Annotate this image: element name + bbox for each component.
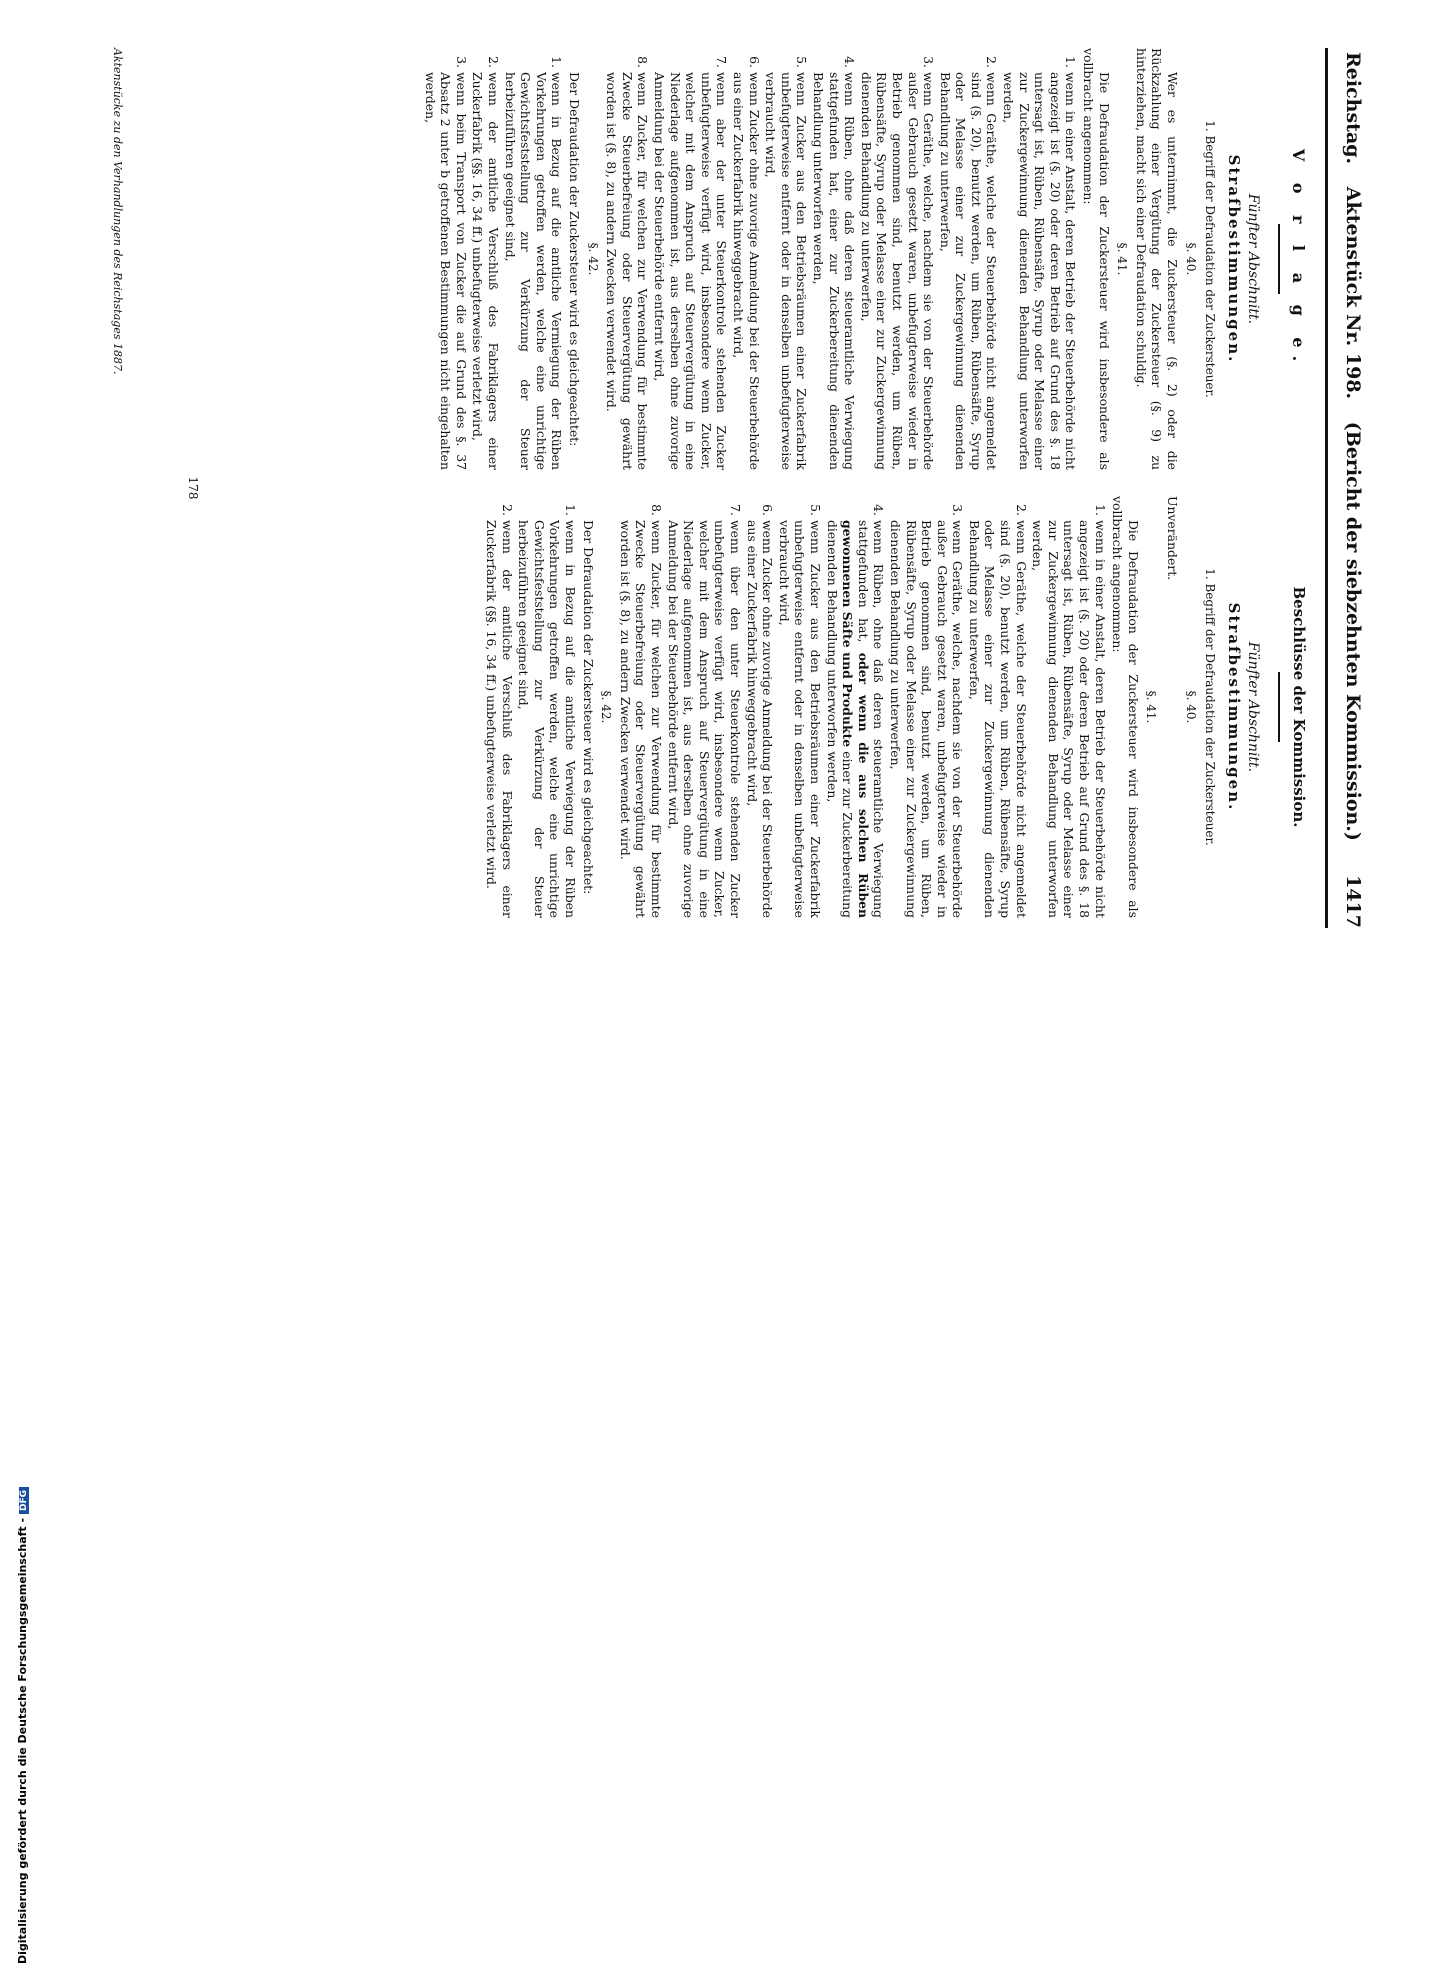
item-number: 1.	[1092, 504, 1108, 516]
list-item	[776, 496, 823, 918]
right-column-beschluesse	[480, 496, 1313, 918]
subsection-heading: 1. Begriff der Defraudation der Zuckersteuer.	[1203, 120, 1218, 398]
list-item	[604, 48, 651, 470]
item-text: wenn Zucker aus den Betriebsräumen einer Zuckerfabrik unbefugterweise entfernt oder in denselben unbefugterweise verbraucht wird,	[776, 520, 823, 918]
paragraph-41-items	[604, 48, 1079, 470]
paragraph-41-heading: §. 41.	[1115, 242, 1130, 276]
right-column-title: Beschlüsse der Kommission.	[1290, 586, 1308, 828]
item-text: wenn Zucker ohne zuvorige Anmeldung bei der Steuerbehörde aus einer Zuckerfabrik hinweggebracht wird,	[744, 520, 776, 918]
credit-text: Digitalisierung gefördert durch die Deutsche Forschungsgemeinschaft -	[16, 1517, 29, 1964]
paragraph-40-unchanged: Unverändert.	[1165, 496, 1181, 581]
item-number: 6.	[746, 56, 762, 68]
item-number: 6.	[760, 504, 776, 516]
section-title: Fünfter Abschnitt.	[1245, 193, 1262, 325]
item-text: wenn Rüben, ohne daß deren steueramtliche Verwiegung stattgefunden hat, einer zur Zuckerbereitung dienenden Behandlung unterworfen werden,	[810, 72, 858, 470]
paragraph-42-intro: Der Defraudation der Zuckersteuer wird es gleichgeachtet:	[580, 520, 596, 895]
item-number: 4.	[842, 56, 858, 68]
section-subtitle: Strafbestimmungen.	[1224, 602, 1243, 812]
list-item	[858, 48, 936, 470]
item-number: 5.	[807, 504, 823, 516]
footer-note: Aktenstücke zu den Verhandlungen des Reichstages 1887.	[111, 48, 124, 375]
list-item	[966, 496, 1028, 918]
item-number: 1.	[563, 504, 579, 516]
list-item	[937, 48, 999, 470]
item-text: wenn aber der unter Steuerkontrole stehenden Zucker unbefugterweise verfügt wird, insbesondere wenn Zucker, welcher mit dem Anspruch auf Steuervergütung in eine Niederlage aufgenommen ist, aus derselben ohne zuvorige Anmeldung bei der Steuerbehörde entfernt wird,	[652, 72, 730, 470]
item-text: wenn beim Transport von Zucker die auf Grund des §. 37 Absatz 2 unter b getroffenen Bestimmungen nicht eingehalten werden,	[422, 72, 469, 470]
paragraph-42-heading: §. 42.	[585, 242, 600, 276]
section-title: Fünfter Abschnitt.	[1245, 641, 1262, 773]
paragraph-40-heading: §. 40.	[1183, 690, 1198, 724]
item-text: wenn in einer Anstalt, deren Betrieb der Steuerbehörde nicht angezeigt ist (§. 20) oder deren Betrieb auf Grund des §. 18 untersagt ist, Rüben, Rübensäfte, Syrup oder Melasse einer zur Zuckergewinnung dienenden Behandlung unterworfen werden,	[1030, 520, 1108, 918]
running-header	[1325, 48, 1368, 928]
title-rule	[1278, 224, 1280, 294]
item-text: wenn der amtliche Verschluß des Fabriklagers einer Zuckerfabrik (§§. 16, 34 ff.) unbefugterweise verletzt wird,	[470, 72, 502, 470]
header-left	[1342, 52, 1364, 841]
list-item-amended	[824, 496, 886, 918]
item-text-before: wenn Rüben, ohne daß deren steueramtliche Verwiegung stattgefunden hat,	[855, 520, 887, 918]
list-item	[810, 48, 857, 470]
document-page	[58, 48, 1368, 928]
subsection-heading: 1. Begriff der Defraudation der Zuckersteuer.	[1203, 568, 1218, 846]
item-number: 2.	[486, 56, 502, 68]
item-text: wenn in Bezug auf die amtliche Vermiegung der Rüben Vorkehrungen getroffen werden, welche eine unrichtige Gewichtsfeststellung zur Verkürzung der Steuer herbeizuführen geeignet sind,	[502, 72, 565, 470]
list-item	[422, 48, 469, 470]
item-number: 3.	[950, 504, 966, 516]
paragraph-41-items	[617, 496, 1107, 918]
item-text: wenn Geräthe, welche, nachdem sie von der Steuerbehörde außer Gebrauch gesetzt waren, unbefugterweise wieder in Betrieb genommen sind, benutzt werden, um Rüben, Rübensäfte, Syrup oder Melasse einer zur Zuckergewinnung dienenden Behandlung zu unterwerfen,	[858, 72, 937, 470]
list-item	[730, 48, 761, 470]
item-text: wenn Zucker, für welchen zur Verwendung für bestimmte Zwecke Steuerbefreiung oder Steuervergütung gewährt worden ist (§. 8), zu andern Zwecken verwendet wird.	[617, 520, 665, 918]
item-text: wenn Zucker aus den Betriebsräumen einer Zuckerfabrik unbefugterweise entfernt oder in denselben unbefugterweise verbraucht wird,	[763, 72, 810, 470]
paragraph-42-intro: Der Defraudation der Zuckersteuer wird es gleichgeachtet:	[567, 72, 583, 447]
left-column-vorlage	[418, 48, 1312, 470]
item-text: wenn Zucker, für welchen zur Verwendung für bestimmte Zwecke Steuerbefreiung oder Steuervergütung gewährt worden ist (§. 8), zu andern Zwecken verwendet wird.	[604, 72, 651, 470]
item-number: 8.	[649, 504, 665, 516]
item-number: 8.	[635, 56, 651, 68]
list-item	[1030, 496, 1108, 918]
list-item	[484, 496, 515, 918]
item-text: wenn in Bezug auf die amtliche Verwiegung der Rüben Vorkehrungen getroffen werden, welche eine unrichtige Gewichtsfeststellung zur Verkürzung der Steuer herbeizuführen geeignet sind,	[516, 520, 579, 918]
paragraph-42-items	[484, 496, 579, 918]
item-number: 1.	[549, 56, 565, 68]
header-desc: (Bericht der siebzehnten Kommission.)	[1342, 421, 1364, 841]
item-number: 7.	[728, 504, 743, 516]
item-text-amendment: oder wenn die aus solchen Rüben gewonnenen Säfte und Produkte	[840, 520, 871, 919]
item-number: 3.	[921, 56, 937, 68]
item-number: 2.	[499, 504, 515, 516]
dfg-logo: DFG	[19, 1487, 29, 1514]
header-ref: Aktenstück Nr. 198.	[1342, 186, 1364, 400]
header-page-number: 1417	[1342, 875, 1364, 928]
list-item	[651, 48, 729, 470]
list-item	[502, 48, 564, 470]
digitization-credit	[0, 980, 1432, 1964]
item-text: wenn Geräthe, welche der Steuerbehörde nicht angemeldet sind (§. 20), benutzt werden, um Rüben, Rübensäfte, Syrup oder Melasse einer zur Zuckergewinnung dienenden Behandlung zu unterwerfen,	[937, 72, 1000, 470]
item-number: 7.	[714, 56, 730, 68]
list-item	[617, 496, 664, 918]
item-text: wenn Geräthe, welche, nachdem sie von der Steuerbehörde außer Gebrauch gesetzt waren, unbefugterweise wieder in Betrieb genommen sind, benutzt werden, um Rüben, Rübensäfte, Syrup oder Melasse einer zur Zuckergewinnung dienenden Behandlung zu unterwerfen,	[887, 520, 966, 918]
paragraph-40-text: Wer es unternimmt, die Zuckersteuer (§. 2) oder die Rückzahlung einer Vergütung der Zuckersteuer (§. 9) zu hinterziehen, macht sich einer Defraudation schuldig.	[1133, 48, 1181, 470]
paragraph-42-items	[422, 48, 564, 470]
item-number: 2.	[1013, 504, 1029, 516]
section-subtitle: Strafbestimmungen.	[1224, 154, 1243, 364]
credit-text-wrap	[16, 1487, 29, 1964]
left-column-title: V o r l a g e.	[1289, 148, 1308, 370]
item-number: 5.	[794, 56, 810, 68]
item-number: 3.	[453, 56, 469, 68]
list-item	[516, 496, 578, 918]
item-text: wenn Zucker ohne zuvorige Anmeldung bei der Steuerbehörde aus einer Zuckerfabrik hinweggebracht wird,	[731, 72, 762, 470]
list-item	[763, 48, 810, 470]
list-item	[665, 496, 743, 918]
paragraph-41-intro: Die Defraudation der Zuckersteuer wird insbesondere als vollbracht angenommen:	[1081, 48, 1112, 470]
list-item	[887, 496, 965, 918]
item-number: 2.	[984, 56, 1000, 68]
item-text: wenn über den unter Steuerkontrole stehenden Zucker unbefugterweise verfügt wird, insbesondere wenn Zucker, welcher mit dem Anspruch auf Steuervergütung in eine Niederlage aufgenommen ist, aus derselben ohne zuvorige Anmeldung bei der Steuerbehörde entfernt wird,	[665, 520, 743, 918]
paragraph-41-heading: §. 41.	[1144, 690, 1159, 724]
item-number: 1.	[1063, 56, 1079, 68]
item-text: wenn in einer Anstalt, deren Betrieb der Steuerbehörde nicht angezeigt ist (§. 20) oder deren Betrieb auf Grund des §. 18 untersagt ist, Rüben, Rübensäfte, Syrup oder Melasse einer zur Zuckergewinnung dienenden Behandlung unterworfen werden,	[1001, 72, 1079, 470]
list-item	[470, 48, 501, 470]
list-item	[744, 496, 775, 918]
page-number: 178	[186, 476, 200, 500]
paragraph-40-heading: §. 40.	[1183, 242, 1198, 276]
item-text-after: einer zur Zuckerbereitung dienenden Behandlung unterworfen werden,	[824, 520, 856, 918]
header-org: Reichstag.	[1342, 52, 1364, 165]
list-item	[1001, 48, 1079, 470]
paragraph-42-heading: §. 42.	[599, 690, 614, 724]
item-text: wenn Geräthe, welche der Steuerbehörde nicht angemeldet sind (§. 20), benutzt werden, um Rüben, Rübensäfte, Syrup oder Melasse einer zur Zuckergewinnung dienenden Behandlung zu unterwerfen,	[966, 520, 1029, 918]
title-rule	[1278, 672, 1280, 742]
item-number: 4.	[871, 504, 887, 516]
paragraph-41-intro: Die Defraudation der Zuckersteuer wird insbesondere als vollbracht angenommen:	[1110, 496, 1141, 918]
item-text: wenn der amtliche Verschluß des Fabriklagers einer Zuckerfabrik (§§. 16, 34 ff.) unbefugterweise verletzt wird.	[484, 520, 515, 918]
